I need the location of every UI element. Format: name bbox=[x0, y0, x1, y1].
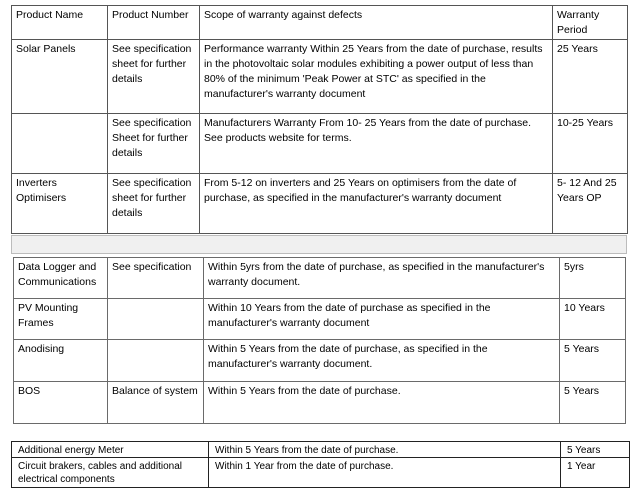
table-row bbox=[12, 174, 628, 234]
scope-cell: From 5-12 on inverters and 25 Years on optimisers from the date of purchase, as specified in the manufacturer's warranty document bbox=[200, 174, 553, 234]
header-warranty-period: Warranty Period bbox=[553, 6, 628, 40]
product-name-cell: Anodising bbox=[14, 340, 108, 382]
scope-cell: Within 5 Years from the date of purchase, as specified in the manufacturer's warranty document. bbox=[204, 340, 560, 382]
period-cell: 5yrs bbox=[560, 258, 626, 299]
period-cell: 10 Years bbox=[560, 299, 626, 340]
product-name-cell: Inverters Optimisers bbox=[12, 174, 108, 234]
scope-cell: Within 5 Years from the date of purchase. bbox=[204, 382, 560, 424]
header-product-number: Product Number bbox=[108, 6, 200, 40]
warranty-table-electrical bbox=[11, 441, 630, 488]
table-row bbox=[14, 340, 626, 382]
table-row bbox=[12, 114, 628, 174]
header-product-name: Product Name bbox=[12, 6, 108, 40]
product-number-cell: See specification bbox=[108, 258, 204, 299]
period-cell: 5- 12 And 25 Years OP bbox=[553, 174, 628, 234]
table-row bbox=[14, 299, 626, 340]
scope-cell: Within 5 Years from the date of purchase. bbox=[209, 442, 561, 458]
period-cell: 25 Years bbox=[553, 40, 628, 114]
product-name-cell: Additional energy Meter bbox=[12, 442, 209, 458]
period-cell: 5 Years bbox=[560, 382, 626, 424]
table-row bbox=[12, 458, 630, 488]
scope-cell: Manufacturers Warranty From 10- 25 Years from the date of purchase. See products website for terms. bbox=[200, 114, 553, 174]
product-number-cell bbox=[108, 299, 204, 340]
scope-cell: Within 10 Years from the date of purchase as specified in the manufacturer's warranty document bbox=[204, 299, 560, 340]
table-row bbox=[12, 442, 630, 458]
product-number-cell: See specification sheet for further details bbox=[108, 40, 200, 114]
warranty-table-main bbox=[11, 5, 628, 234]
table-row bbox=[12, 40, 628, 114]
product-name-cell: BOS bbox=[14, 382, 108, 424]
product-number-cell: Balance of system bbox=[108, 382, 204, 424]
separator-band bbox=[11, 235, 627, 254]
product-name-cell: Circuit brakers, cables and additional electrical components bbox=[12, 458, 209, 488]
table-row bbox=[14, 258, 626, 299]
period-cell: 5 Years bbox=[560, 340, 626, 382]
scope-cell: Within 5yrs from the date of purchase, as specified in the manufacturer's warranty document. bbox=[204, 258, 560, 299]
product-name-cell: Data Logger and Communications bbox=[14, 258, 108, 299]
table-header-row bbox=[12, 6, 628, 40]
header-scope: Scope of warranty against defects bbox=[200, 6, 553, 40]
scope-cell: Performance warranty Within 25 Years from the date of purchase, results in the photovoltaic solar modules exhibiting a power output of less than 80% of the minimum 'Peak Power at STC' as specified in the manufacturer's warranty document bbox=[200, 40, 553, 114]
warranty-table-components bbox=[13, 257, 626, 424]
table-row bbox=[14, 382, 626, 424]
product-name-cell: PV Mounting Frames bbox=[14, 299, 108, 340]
period-cell: 1 Year bbox=[561, 458, 630, 488]
period-cell: 10-25 Years bbox=[553, 114, 628, 174]
period-cell: 5 Years bbox=[561, 442, 630, 458]
scope-cell: Within 1 Year from the date of purchase. bbox=[209, 458, 561, 488]
product-number-cell: See specification Sheet for further details bbox=[108, 114, 200, 174]
product-name-cell: Solar Panels bbox=[12, 40, 108, 114]
product-number-cell bbox=[108, 340, 204, 382]
product-number-cell: See specification sheet for further details bbox=[108, 174, 200, 234]
product-name-cell bbox=[12, 114, 108, 174]
